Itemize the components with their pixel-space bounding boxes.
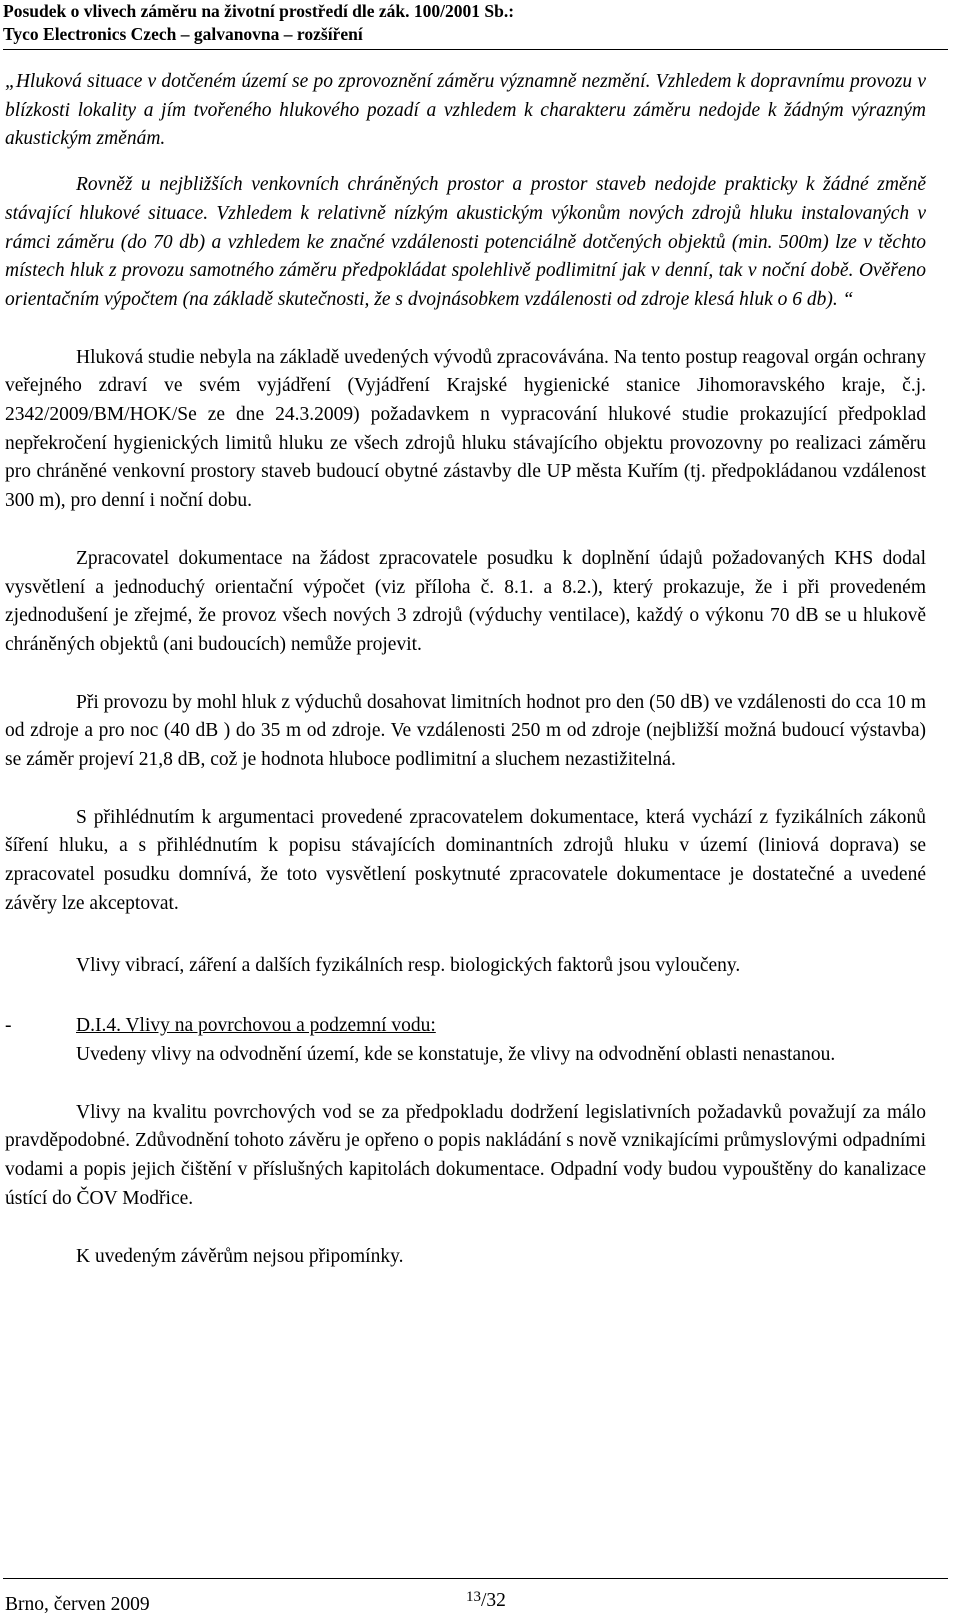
header-title-line: Posudek o vlivech záměru na životní prostředí dle zák. 100/2001 Sb.: bbox=[3, 1, 515, 21]
page-footer bbox=[3, 1578, 948, 1615]
paragraph-assessment-conclusion: S přihlédnutím k argumentaci provedené zpracovatelem dokumentace, která vychází z fyzikálních zákonů šíření hluku, a s přihlédnutím k popisu stávajících dominantních zdrojů hluku v území (liniová doprava) se zpracovatel posudku domnívá, že toto vysvětlení poskytnuté zpracovatele dokumentace je dostatečné a uvedené závěry lze akceptovat. bbox=[5, 806, 926, 914]
paragraph-noise-study: Hluková studie nebyla na základě uvedených vývodů zpracovávána. Na tento postup reagoval orgán ochrany veřejného zdraví ve svém vyjádření (Vyjádření Krajské hygienické stanice Jihomoravského kraje, č.j. 2342/2009/BM/HOK/Se ze dne 24.3.2009) požadavkem n vypracování hlukové studie prokazující předpoklad nepřekročení hygienických limitů hluku ze všech zdrojů hluku stávajícího objektu provozovny po realizaci záměru pro chráněné venkovní prostory staveb budoucí obytné zástavby dle UP města Kuřím (tj. předpokládanou vzdálenost 300 m), pro denní i noční dobu. bbox=[5, 346, 926, 512]
quote-paragraph-2: Rovněž u nejbližších venkovních chráněných prostor a prostor staveb nedojde prakticky k žádné změně stávající hlukové situace. Vzhledem k relativně nízkým akustickým výkonům nových zdrojů hluku instalovaných v rámci záměru (do 70 db) a vzhledem ke značné vzdálenosti potenciálně dotčených objektů (min. 500m) lze v těchto místech hluk z provozu samotného záměru předpokládat spolehlivě podlimitní jak v denní, tak v noční době. Ověřeno orientačním výpočtem (na základě skutečnosti, že s dvojnásobkem vzdálenosti od zdroje klesá hluk o 6 db). “ bbox=[5, 174, 926, 310]
paragraph-final-remark: K uvedeným závěrům nejsou připomínky. bbox=[76, 1245, 404, 1267]
section-heading bbox=[5, 1012, 926, 1041]
paragraph-vibrations: Vlivy vibrací, záření a dalších fyzikálních resp. biologických faktorů jsou vyloučeny. bbox=[76, 954, 741, 976]
section-bullet-dash: - bbox=[5, 1015, 12, 1037]
page-total: /32 bbox=[481, 1590, 506, 1611]
paragraph-surface-water: Vlivy na kvalitu povrchových vod se za předpokladu dodržení legislativních požadavků považují za málo pravděpodobné. Zdůvodnění tohoto závěru je opřeno o popis nakládání s nově vznikajícími průmyslovými odpadními vodami a popis jejich čištění v příslušných kapitolách dokumentace. Odpadní vody budou vypouštěny do kanalizace ústící do ČOV Modřice. bbox=[5, 1101, 926, 1209]
document-body bbox=[5, 68, 926, 1271]
section-title: D.I.4. Vlivy na povrchovou a podzemní vodu: bbox=[76, 1015, 436, 1037]
quote-paragraph-1: „Hluková situace v dotčeném území se po zprovoznění záměru významně nezmění. Vzhledem k dopravnímu provozu v blízkosti lokality a jím tvořeného hlukového pozadí a vzhledem k charakteru záměru nedojde k žádným výrazným akustickým změnám. bbox=[5, 71, 926, 150]
paragraph-noise-limits: Při provozu by mohl hluk z výduchů dosahovat limitních hodnot pro den (50 dB) ve vzdálenosti do cca 10 m od zdroje a pro noc (40 dB ) do 35 m od zdroje. Ve vzdálenosti 250 m od zdroje (nejbližší možná budoucí výstavba) se záměr projeví 21,8 dB, což je hodnota hluboce podlimitní a sluchem nezastižitelná. bbox=[5, 691, 926, 771]
page-header bbox=[3, 0, 948, 50]
paragraph-documentation-supplement: Zpracovatel dokumentace na žádost zpracovatele posudku k doplnění údajů požadovaných KHS dodal vysvětlení a jednoduchý orientační výpočet (viz příloha č. 8.1. a 8.2.), který prokazuje, že i při provedeném zjednodušení je zřejmé, že provoz všech nových 3 zdrojů (výduchy ventilace), každý o výkonu 70 dB se u hlukově chráněných objektů (ani budoucích) nemůže projevit. bbox=[5, 547, 926, 655]
paragraph-drainage: Uvedeny vlivy na odvodnění území, kde se konstatuje, že vlivy na odvodnění oblasti nenastanou. bbox=[76, 1043, 836, 1065]
page-number bbox=[466, 1585, 506, 1613]
footer-place-date: Brno, červen 2009 bbox=[5, 1594, 150, 1615]
header-subtitle-line: Tyco Electronics Czech – galvanovna – rozšíření bbox=[3, 24, 363, 44]
page-current: 13 bbox=[466, 1589, 481, 1605]
